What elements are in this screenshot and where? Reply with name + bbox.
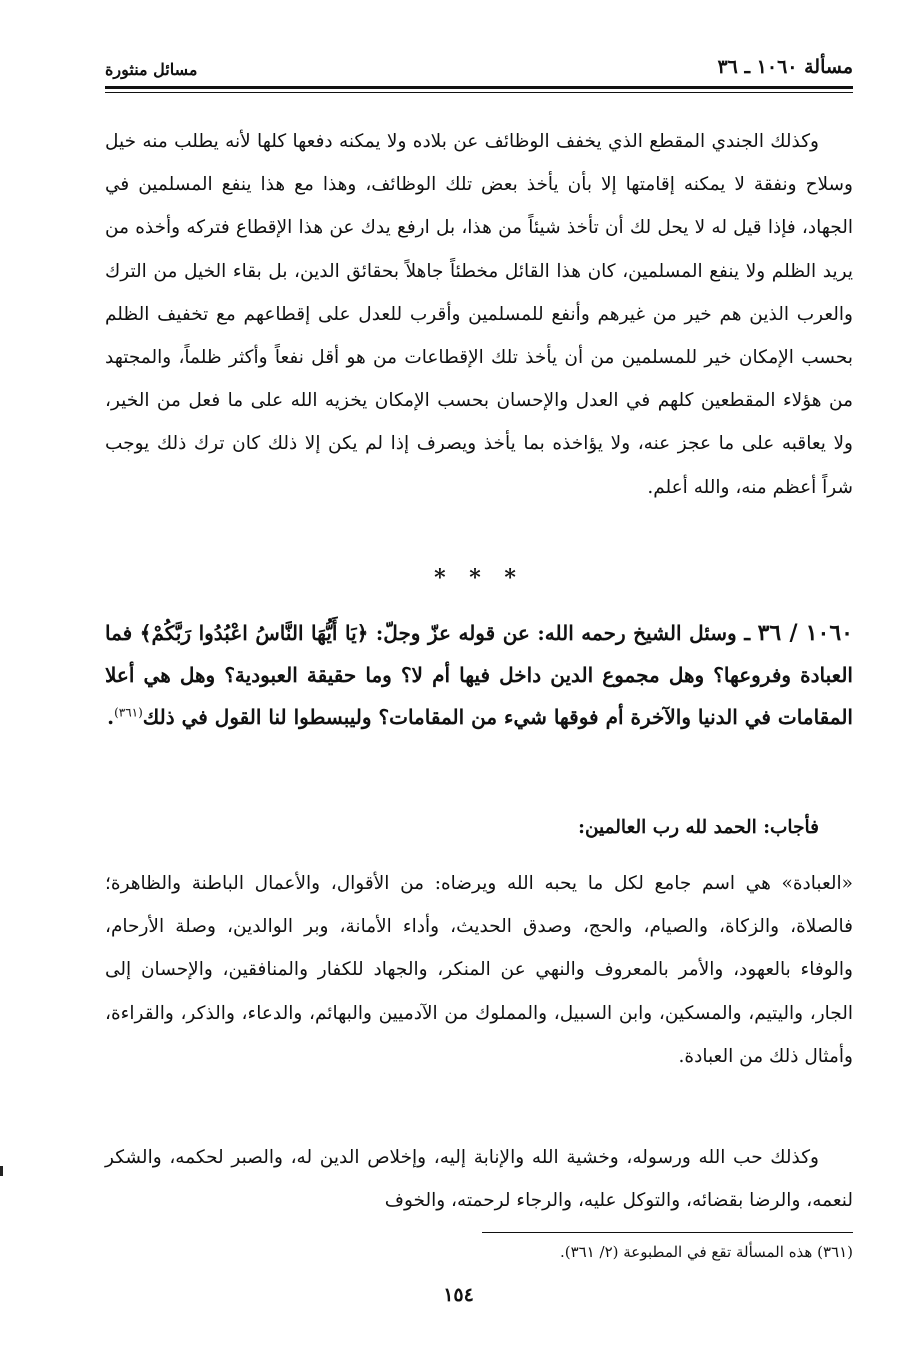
question-number: ١٠٦٠ / ٣٦ [757, 620, 853, 646]
body-paragraph-block [105, 120, 853, 509]
question-paragraph [105, 612, 853, 738]
running-header [105, 52, 853, 84]
header-rule-thick [105, 86, 853, 89]
question-end: . [107, 705, 115, 729]
footnote-reference: (٣٦١) [114, 705, 143, 720]
continuation-block [105, 1136, 853, 1222]
answer-intro-block [105, 806, 853, 849]
header-issue-number: مسألة ١٠٦٠ ـ ٣٦ [717, 56, 853, 78]
margin-mark [0, 1166, 3, 1176]
paragraph-ibada-definition: «العبادة» هي اسم جامع لكل ما يحبه الله ويرضاه: من الأقوال، والأعمال الباطنة والظاهرة؛ فالصلاة، والزكاة، والصيام، والحج، وصدق الحديث، وأداء الأمانة، وبر الوالدين، وصلة الأرحام، والوفاء بالعهود، والأمر بالمعروف والنهي عن المنكر، والجهاد للكفار والمنافقين، والإحسان إلى الجار، واليتيم، والمسكين، وابن السبيل، والمملوك من الآدميين والبهائم، والدعاء، والذكر، والقراءة، وأمثال ذلك من العبادة. [105, 873, 853, 1067]
footnote-rule [482, 1232, 853, 1233]
ibada-definition-block [105, 862, 853, 1078]
section-separator: * * * [434, 565, 524, 591]
paragraph-soldier: وكذلك الجندي المقطع الذي يخفف الوظائف عن بلاده ولا يمكنه دفعها كلها لأنه يطلب منه خيل وسلاح ونفقة لا يمكنه إقامتها إلا بأن يأخذ بعض تلك الوظائف، وهذا مع هذا ينفع المسلمين في الجهاد، فإذا قيل له لا يحل لك أن تأخذ شيئاً من هذا، بل ارفع يدك عن هذا الإقطاع فتركه وأخذه من يريد الظلم ولا ينفع المسلمين، كان هذا القائل مخطئاً جاهلاً بحقائق الدين، بل بقاء الخيل من الترك والعرب الذين هم خير من غيرهم وأنفع للمسلمين وأقرب للعدل على إقطاعهم مع تخفيف الظلم بحسب الإمكان خير للمسلمين من أن يأخذ تلك الإقطاعات من هو أقل نفعاً وأكثر ظلماً، والمجتهد من هؤلاء المقطعين كلهم في العدل والإحسان بحسب الإمكان يخزيه الله على ما فعل من الخير، ولا يعاقبه على ما عجز عنه، ولا يؤاخذه بما يأخذ ويصرف إذا لم يكن إلا ذلك كان ترك ذلك يوجب شراً أعظم منه، والله أعلم. [105, 131, 853, 498]
header-rule-thin [105, 92, 853, 93]
footnote: (٣٦١) هذه المسألة تقع في المطبوعة (٢/ ٣٦١). [559, 1243, 853, 1261]
answer-intro: فأجاب: الحمد لله رب العالمين: [578, 817, 819, 838]
paragraph-love-of-god: وكذلك حب الله ورسوله، وخشية الله والإنابة إليه، وإخلاص الدين له، والصبر لحكمه، والشكر لنعمه، والرضا بقضائه، والتوكل عليه، والرجاء لرحمته، والخوف [105, 1147, 853, 1212]
question-text: ـ وسئل الشيخ رحمه الله: عن قوله عزّ وجلّ: ﴿يَا أَيُّهَا النَّاسُ اعْبُدُوا رَبَّكُمْ﴾ فما العبادة وفروعها؟ وهل مجموع الدين داخل فيها أم لا؟ وما حقيقة العبودية؟ وهل هي أعلا المقامات في الدنيا والآخرة أم فوقها شيء من المقامات؟ وليبسطوا لنا القول في ذلك [105, 621, 853, 729]
question-block [105, 612, 853, 738]
page-number: ١٥٤ [443, 1284, 474, 1306]
header-section-title: مسائل منثورة [105, 60, 198, 79]
